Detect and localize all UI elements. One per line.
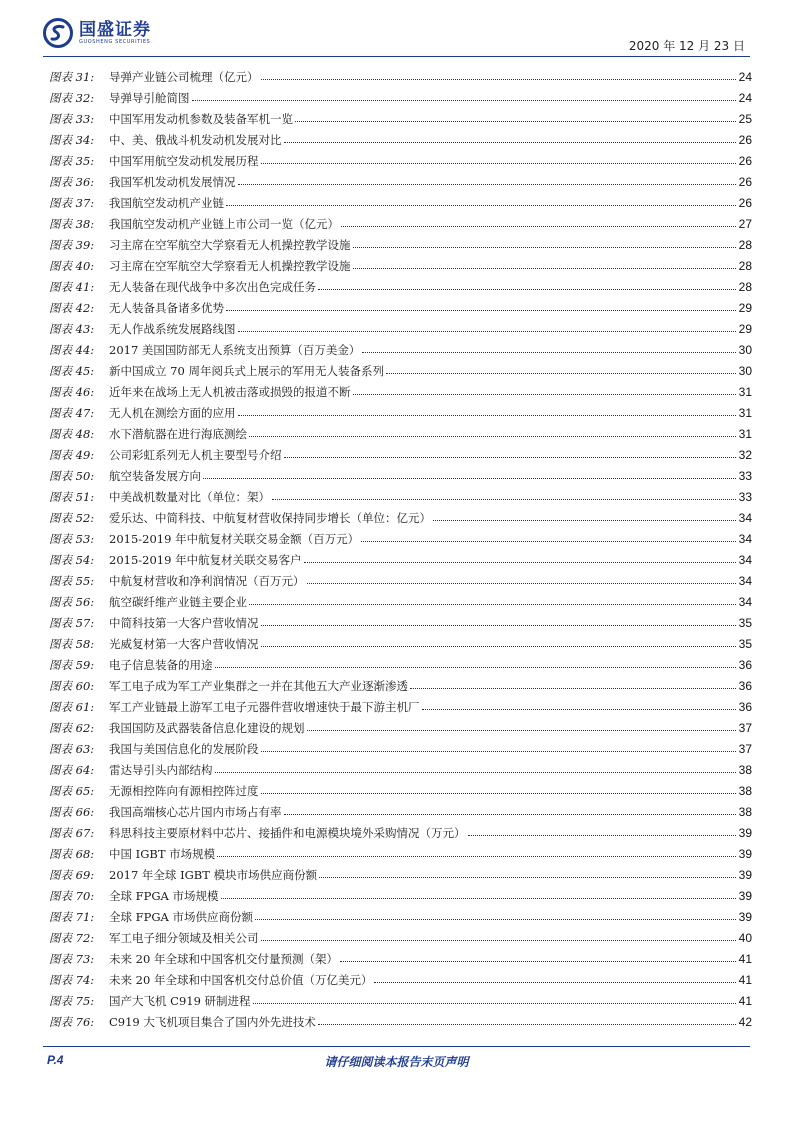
toc-entry[interactable] — [49, 549, 752, 570]
toc-entry-label: 图表 39: — [49, 237, 95, 252]
toc-leader-dots — [353, 268, 737, 269]
toc-entry-page: 30 — [738, 342, 752, 357]
toc-entry-label: 图表 44: — [49, 342, 95, 357]
toc-entry-title: 无源相控阵向有源相控阵过度 — [109, 783, 259, 798]
toc-entry-page: 31 — [738, 384, 752, 399]
toc-leader-dots — [307, 583, 737, 584]
toc-entry[interactable] — [49, 507, 752, 528]
toc-entry-label: 图表 48: — [49, 426, 95, 441]
toc-entry-label: 图表 37: — [49, 195, 95, 210]
toc-entry-label: 图表 35: — [49, 153, 95, 168]
toc-entry-page: 28 — [738, 258, 752, 273]
toc-entry[interactable] — [49, 1011, 752, 1032]
toc-entry-title: 中简科技第一大客户营收情况 — [109, 615, 259, 630]
toc-leader-dots — [319, 877, 736, 878]
toc-entry[interactable] — [49, 591, 752, 612]
toc-entry-page: 39 — [738, 867, 752, 882]
page-footer — [0, 1040, 793, 1080]
toc-entry[interactable] — [49, 633, 752, 654]
toc-leader-dots — [226, 205, 736, 206]
logo-chinese-name: 国盛证券 — [79, 19, 151, 40]
toc-entry[interactable] — [49, 255, 752, 276]
toc-entry-label: 图表 62: — [49, 720, 95, 735]
toc-leader-dots — [261, 793, 737, 794]
toc-entry-label: 图表 74: — [49, 972, 95, 987]
toc-leader-dots — [433, 520, 736, 521]
toc-leader-dots — [261, 79, 737, 80]
toc-entry-title: 习主席在空军航空大学察看无人机操控教学设施 — [109, 258, 351, 273]
toc-leader-dots — [361, 541, 736, 542]
toc-entry[interactable] — [49, 570, 752, 591]
toc-entry-title: 中、美、俄战斗机发动机发展对比 — [109, 132, 282, 147]
toc-entry-label: 图表 56: — [49, 594, 95, 609]
toc-entry-label: 图表 75: — [49, 993, 95, 1008]
toc-entry-page: 32 — [738, 447, 752, 462]
toc-leader-dots — [203, 478, 736, 479]
toc-entry-label: 图表 69: — [49, 867, 95, 882]
toc-leader-dots — [307, 730, 737, 731]
toc-entry-title: 雷达导引头内部结构 — [109, 762, 213, 777]
toc-entry-page: 24 — [738, 69, 752, 84]
toc-entry[interactable] — [49, 885, 752, 906]
toc-entry-title: 军工电子细分领域及相关公司 — [109, 930, 259, 945]
toc-entry-page: 41 — [738, 951, 752, 966]
toc-entry-label: 图表 68: — [49, 846, 95, 861]
toc-leader-dots — [238, 415, 737, 416]
toc-entry[interactable] — [49, 213, 752, 234]
toc-leader-dots — [341, 226, 736, 227]
toc-entry[interactable] — [49, 696, 752, 717]
toc-entry[interactable] — [49, 654, 752, 675]
toc-leader-dots — [284, 457, 737, 458]
toc-entry[interactable] — [49, 822, 752, 843]
toc-entry-page: 38 — [738, 804, 752, 819]
toc-entry[interactable] — [49, 108, 752, 129]
toc-entry-label: 图表 53: — [49, 531, 95, 546]
table-of-figures — [49, 66, 752, 1032]
toc-entry-page: 33 — [738, 468, 752, 483]
toc-leader-dots — [284, 814, 737, 815]
toc-entry-label: 图表 72: — [49, 930, 95, 945]
toc-entry-page: 35 — [738, 615, 752, 630]
toc-entry-page: 34 — [738, 594, 752, 609]
toc-entry-page: 39 — [738, 888, 752, 903]
toc-entry-title: 爱乐达、中简科技、中航复材营收保持同步增长（单位：亿元） — [109, 510, 431, 525]
toc-entry-label: 图表 55: — [49, 573, 95, 588]
toc-entry-page: 30 — [738, 363, 752, 378]
toc-entry[interactable] — [49, 801, 752, 822]
toc-leader-dots — [238, 184, 737, 185]
toc-entry[interactable] — [49, 906, 752, 927]
toc-entry-page: 26 — [738, 195, 752, 210]
toc-leader-dots — [261, 940, 737, 941]
toc-entry-title: 我国航空发动机产业链上市公司一览（亿元） — [109, 216, 339, 231]
toc-entry-label: 图表 52: — [49, 510, 95, 525]
toc-entry-page: 41 — [738, 972, 752, 987]
toc-entry-title: 航空碳纤维产业链主要企业 — [109, 594, 247, 609]
toc-entry-title: 公司彩虹系列无人机主要型号介绍 — [109, 447, 282, 462]
toc-leader-dots — [226, 310, 736, 311]
toc-entry-label: 图表 59: — [49, 657, 95, 672]
toc-entry-page: 34 — [738, 510, 752, 525]
toc-entry[interactable] — [49, 738, 752, 759]
toc-entry-page: 37 — [738, 720, 752, 735]
toc-leader-dots — [284, 142, 737, 143]
toc-entry-title: 2015-2019 年中航复材关联交易金额（百万元） — [109, 531, 360, 546]
header-divider — [43, 56, 750, 57]
toc-leader-dots — [410, 688, 736, 689]
toc-entry[interactable] — [49, 360, 752, 381]
toc-entry-title: 中美战机数量对比（单位：架） — [109, 489, 270, 504]
toc-entry-title: 中航复材营收和净利润情况（百万元） — [109, 573, 305, 588]
toc-entry-page: 36 — [738, 699, 752, 714]
toc-leader-dots — [221, 898, 736, 899]
toc-entry-page: 29 — [738, 321, 752, 336]
toc-entry-label: 图表 42: — [49, 300, 95, 315]
toc-leader-dots — [318, 289, 736, 290]
toc-entry[interactable] — [49, 780, 752, 801]
toc-entry-title: 我国与美国信息化的发展阶段 — [109, 741, 259, 756]
report-date: 2020 年 12 月 23 日 — [628, 39, 745, 53]
toc-entry-page: 28 — [738, 279, 752, 294]
toc-entry-label: 图表 64: — [49, 762, 95, 777]
toc-entry-label: 图表 51: — [49, 489, 95, 504]
toc-entry-page: 36 — [738, 678, 752, 693]
toc-entry-page: 25 — [738, 111, 752, 126]
toc-leader-dots — [386, 373, 736, 374]
toc-entry-title: 全球 FPGA 市场供应商份额 — [109, 909, 254, 924]
toc-leader-dots — [468, 835, 737, 836]
toc-entry-label: 图表 58: — [49, 636, 95, 651]
toc-entry[interactable] — [49, 171, 752, 192]
toc-entry[interactable] — [49, 759, 752, 780]
toc-entry[interactable] — [49, 339, 752, 360]
toc-entry-label: 图表 63: — [49, 741, 95, 756]
toc-entry[interactable] — [49, 423, 752, 444]
page-header — [0, 0, 793, 62]
toc-entry-label: 图表 71: — [49, 909, 95, 924]
toc-entry-title: 光威复材第一大客户营收情况 — [109, 636, 259, 651]
toc-entry-page: 24 — [738, 90, 752, 105]
toc-entry[interactable] — [49, 87, 752, 108]
toc-entry-title: 航空装备发展方向 — [109, 468, 201, 483]
toc-entry[interactable] — [49, 234, 752, 255]
toc-entry-label: 图表 40: — [49, 258, 95, 273]
toc-entry-title: 中国军用航空发动机发展历程 — [109, 153, 259, 168]
toc-entry-title: 2017 年全球 IGBT 模块市场供应商份额 — [109, 867, 318, 882]
toc-entry-title: 全球 FPGA 市场规模 — [109, 888, 219, 903]
toc-entry[interactable] — [49, 129, 752, 150]
toc-entry-title: 中国军用发动机参数及装备军机一览 — [109, 111, 293, 126]
toc-entry[interactable] — [49, 843, 752, 864]
toc-entry-title: 水下潜航器在进行海底测绘 — [109, 426, 247, 441]
toc-entry-page: 34 — [738, 573, 752, 588]
toc-entry-title: 我国航空发动机产业链 — [109, 195, 224, 210]
toc-entry-label: 图表 43: — [49, 321, 95, 336]
toc-entry-page: 42 — [738, 1014, 752, 1029]
guosheng-logo-icon — [43, 18, 73, 48]
footer-divider — [43, 1046, 750, 1047]
toc-entry-page: 33 — [738, 489, 752, 504]
logo-english-name: GUOSHENG SECURITIES — [79, 38, 151, 45]
toc-leader-dots — [261, 163, 737, 164]
toc-entry-title: 未来 20 年全球和中国客机交付总价值（万亿美元） — [109, 972, 373, 987]
toc-leader-dots — [304, 562, 736, 563]
toc-entry-label: 图表 32: — [49, 90, 95, 105]
toc-entry-title: 我国高端核心芯片国内市场占有率 — [109, 804, 282, 819]
toc-leader-dots — [318, 1024, 736, 1025]
toc-entry-title: 新中国成立 70 周年阅兵式上展示的军用无人装备系列 — [109, 363, 384, 378]
toc-leader-dots — [295, 121, 736, 122]
toc-leader-dots — [215, 667, 737, 668]
toc-entry[interactable] — [49, 402, 752, 423]
toc-entry-label: 图表 57: — [49, 615, 95, 630]
toc-entry-title: 习主席在空军航空大学察看无人机操控教学设施 — [109, 237, 351, 252]
toc-entry-title: 近年来在战场上无人机被击落或损毁的报道不断 — [109, 384, 351, 399]
toc-entry-title: 导弹产业链公司梳理（亿元） — [109, 69, 259, 84]
toc-entry-page: 28 — [738, 237, 752, 252]
toc-entry-label: 图表 50: — [49, 468, 95, 483]
toc-leader-dots — [374, 982, 736, 983]
toc-entry-label: 图表 38: — [49, 216, 95, 231]
toc-entry-title: 科思科技主要原材料中芯片、接插件和电源模块境外采购情况（万元） — [109, 825, 466, 840]
toc-entry[interactable] — [49, 990, 752, 1011]
toc-entry-title: 2017 美国国防部无人系统支出预算（百万美金） — [109, 342, 361, 357]
toc-entry[interactable] — [49, 276, 752, 297]
toc-entry-page: 40 — [738, 930, 752, 945]
toc-leader-dots — [353, 394, 737, 395]
toc-entry[interactable] — [49, 612, 752, 633]
toc-entry-label: 图表 65: — [49, 783, 95, 798]
toc-entry[interactable] — [49, 927, 752, 948]
toc-entry-title: 无人装备具备诸多优势 — [109, 300, 224, 315]
toc-entry-page: 36 — [738, 657, 752, 672]
toc-entry-label: 图表 76: — [49, 1014, 95, 1029]
toc-entry[interactable] — [49, 150, 752, 171]
toc-entry-page: 26 — [738, 174, 752, 189]
toc-entry-page: 26 — [738, 153, 752, 168]
toc-entry-label: 图表 61: — [49, 699, 95, 714]
toc-entry-label: 图表 54: — [49, 552, 95, 567]
toc-leader-dots — [255, 919, 736, 920]
toc-leader-dots — [238, 331, 737, 332]
toc-entry-label: 图表 34: — [49, 132, 95, 147]
toc-leader-dots — [192, 100, 737, 101]
toc-leader-dots — [261, 625, 737, 626]
toc-entry-page: 29 — [738, 300, 752, 315]
toc-entry[interactable] — [49, 675, 752, 696]
toc-entry[interactable] — [49, 486, 752, 507]
toc-entry-page: 39 — [738, 909, 752, 924]
toc-entry-page: 37 — [738, 741, 752, 756]
toc-entry-title: 中国 IGBT 市场规模 — [109, 846, 216, 861]
toc-entry-title: 无人作战系统发展路线图 — [109, 321, 236, 336]
toc-entry-page: 41 — [738, 993, 752, 1008]
toc-entry-page: 31 — [738, 405, 752, 420]
toc-entry-title: 军工产业链最上游军工电子元器件营收增速快于最下游主机厂 — [109, 699, 420, 714]
toc-entry-title: 无人装备在现代战争中多次出色完成任务 — [109, 279, 316, 294]
toc-entry-title: 国产大飞机 C919 研制进程 — [109, 993, 251, 1008]
toc-entry-page: 39 — [738, 825, 752, 840]
toc-entry-page: 31 — [738, 426, 752, 441]
toc-entry-label: 图表 49: — [49, 447, 95, 462]
toc-entry[interactable] — [49, 864, 752, 885]
toc-entry-page: 34 — [738, 531, 752, 546]
toc-entry-title: 未来 20 年全球和中国客机交付量预测（架） — [109, 951, 338, 966]
toc-entry[interactable] — [49, 318, 752, 339]
toc-entry-label: 图表 60: — [49, 678, 95, 693]
toc-entry-title: 我国国防及武器装备信息化建设的规划 — [109, 720, 305, 735]
toc-entry[interactable] — [49, 948, 752, 969]
toc-entry-label: 图表 46: — [49, 384, 95, 399]
toc-entry-label: 图表 36: — [49, 174, 95, 189]
toc-leader-dots — [261, 751, 737, 752]
toc-entry-label: 图表 45: — [49, 363, 95, 378]
toc-leader-dots — [272, 499, 736, 500]
page-number: P.4 — [47, 1053, 64, 1067]
toc-leader-dots — [249, 436, 736, 437]
toc-entry-title: 无人机在测绘方面的应用 — [109, 405, 236, 420]
toc-entry[interactable] — [49, 192, 752, 213]
toc-entry-title: C919 大飞机项目集合了国内外先进技术 — [109, 1014, 316, 1029]
toc-entry-label: 图表 31: — [49, 69, 95, 84]
toc-entry[interactable] — [49, 528, 752, 549]
company-logo — [43, 18, 151, 48]
toc-entry-page: 27 — [738, 216, 752, 231]
toc-entry-label: 图表 67: — [49, 825, 95, 840]
toc-leader-dots — [422, 709, 737, 710]
toc-entry[interactable] — [49, 717, 752, 738]
toc-leader-dots — [353, 247, 737, 248]
toc-entry-title: 电子信息装备的用途 — [109, 657, 213, 672]
toc-entry[interactable] — [49, 381, 752, 402]
toc-leader-dots — [215, 772, 737, 773]
toc-entry-title: 我国军机发动机发展情况 — [109, 174, 236, 189]
toc-entry[interactable] — [49, 297, 752, 318]
toc-entry[interactable] — [49, 66, 752, 87]
toc-leader-dots — [253, 1003, 736, 1004]
toc-entry-label: 图表 33: — [49, 111, 95, 126]
toc-entry-page: 34 — [738, 552, 752, 567]
toc-entry-label: 图表 70: — [49, 888, 95, 903]
toc-entry[interactable] — [49, 444, 752, 465]
disclaimer-text: 请仔细阅读本报告末页声明 — [324, 1055, 469, 1069]
toc-entry-label: 图表 73: — [49, 951, 95, 966]
toc-entry-page: 38 — [738, 762, 752, 777]
toc-entry-page: 35 — [738, 636, 752, 651]
toc-entry[interactable] — [49, 465, 752, 486]
toc-entry[interactable] — [49, 969, 752, 990]
toc-entry-label: 图表 47: — [49, 405, 95, 420]
toc-leader-dots — [362, 352, 736, 353]
toc-leader-dots — [340, 961, 736, 962]
toc-leader-dots — [217, 856, 736, 857]
toc-entry-title: 2015-2019 年中航复材关联交易客户 — [109, 552, 302, 567]
toc-entry-page: 26 — [738, 132, 752, 147]
toc-leader-dots — [261, 646, 737, 647]
toc-entry-title: 军工电子成为军工产业集群之一并在其他五大产业逐渐渗透 — [109, 678, 408, 693]
toc-leader-dots — [249, 604, 736, 605]
toc-entry-title: 导弹导引舱简图 — [109, 90, 190, 105]
toc-entry-label: 图表 66: — [49, 804, 95, 819]
toc-entry-page: 39 — [738, 846, 752, 861]
toc-entry-label: 图表 41: — [49, 279, 95, 294]
toc-entry-page: 38 — [738, 783, 752, 798]
